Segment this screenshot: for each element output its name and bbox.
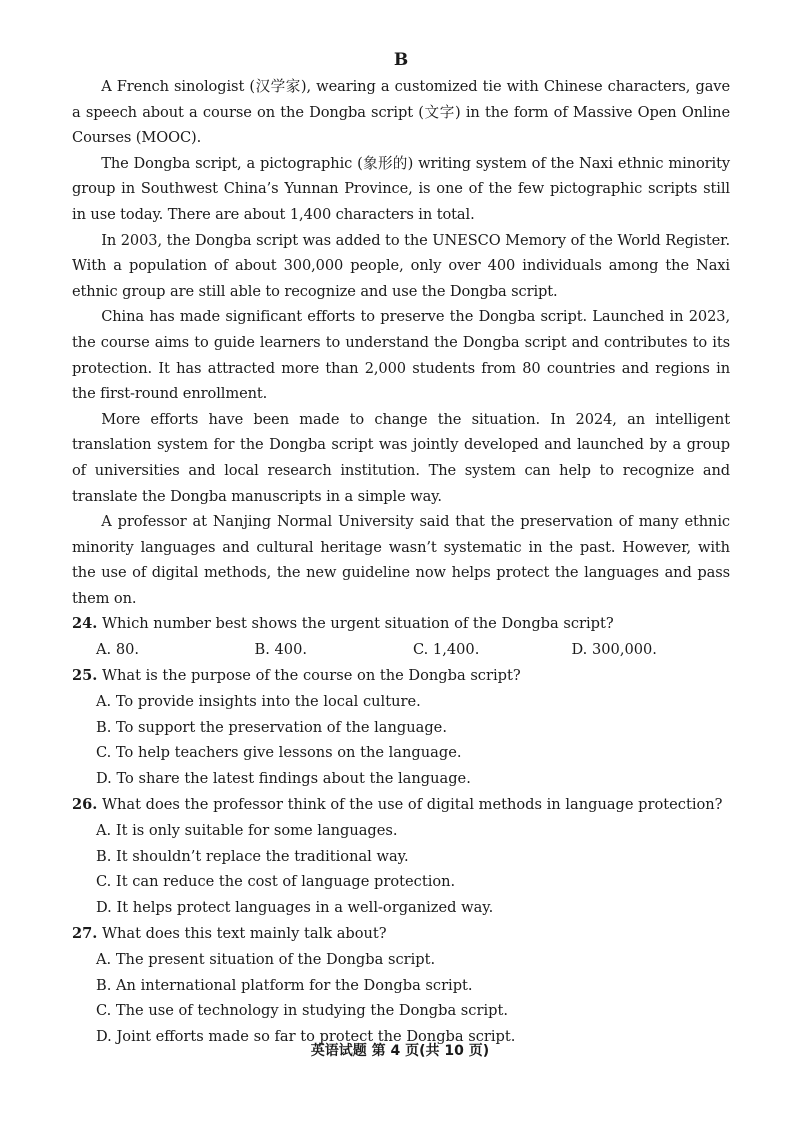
options <box>72 689 730 792</box>
option-c: C. It can reduce the cost of language protection. <box>96 873 456 891</box>
option-b: B. 400. <box>254 641 307 659</box>
option-d: D. To share the latest findings about the language. <box>96 770 471 788</box>
question-text: Which number best shows the urgent situation of the Dongba script? <box>102 615 614 633</box>
question-stem <box>72 921 730 947</box>
passage-paragraph-1: A French sinologist (汉学家), wearing a customized tie with Chinese characters, gave a speech about a course on the Dongba script (文字) in the form of Massive Open Online Courses (MOOC). <box>72 78 730 147</box>
option-b: B. It shouldn’t replace the traditional way. <box>96 847 409 865</box>
question-stem <box>72 663 730 689</box>
question-26 <box>72 792 730 921</box>
question-number: 24. <box>72 615 98 633</box>
passage-paragraph-5: More efforts have been made to change the situation. In 2024, an intelligent translation system for the Dongba script was jointly developed and launched by a group of universities and local research institution. The system can help to recognize and translate the Dongba manuscripts in a simple way. <box>72 410 730 505</box>
question-text: What is the purpose of the course on the Dongba script? <box>102 667 521 685</box>
question-number: 26. <box>72 796 98 814</box>
option-c: C. The use of technology in studying the Dongba script. <box>96 1002 508 1020</box>
passage <box>72 74 730 611</box>
option-a: A. To provide insights into the local culture. <box>96 692 421 710</box>
passage-paragraph-2: The Dongba script, a pictographic (象形的) writing system of the Naxi ethnic minority group in Southwest China’s Yunnan Province, is one of the few pictographic scripts still in use today. There are about 1,400 characters in total. <box>72 154 730 223</box>
option-c: C. To help teachers give lessons on the language. <box>96 744 462 762</box>
options <box>72 637 730 663</box>
section-title: B <box>393 50 409 70</box>
question-stem <box>72 792 730 818</box>
option-d: D. Joint efforts made so far to protect the Dongba script. <box>96 1028 516 1046</box>
passage-paragraph-3: In 2003, the Dongba script was added to the UNESCO Memory of the World Register. With a population of about 300,000 people, only over 400 individuals among the Naxi ethnic group are still able to recognize and use the Dongba script. <box>72 231 730 300</box>
option-d: D. 300,000. <box>571 641 657 659</box>
options <box>72 947 730 1050</box>
passage-paragraph-6: A professor at Nanjing Normal University said that the preservation of many ethnic minority languages and cultural heritage wasn’t systematic in the past. However, with the use of digital methods, the new guideline now helps protect the languages and pass them on. <box>72 513 730 607</box>
question-24 <box>72 611 730 663</box>
passage-paragraph-4: China has made significant efforts to preserve the Dongba script. Launched in 2023, the course aims to guide learners to understand the Dongba script and contributes to its protection. It has attracted more than 2,000 students from 80 countries and regions in the first-round enrollment. <box>72 308 730 403</box>
question-number: 27. <box>72 925 98 943</box>
question-25 <box>72 663 730 792</box>
page-footer: 英语试题 第 4 页(共 10 页) <box>310 1043 490 1059</box>
option-a: A. The present situation of the Dongba script. <box>96 950 436 968</box>
question-number: 25. <box>72 667 98 685</box>
question-text: What does this text mainly talk about? <box>102 925 387 943</box>
options <box>72 818 730 921</box>
option-d: D. It helps protect languages in a well-organized way. <box>96 899 494 917</box>
option-a: A. 80. <box>96 641 140 659</box>
option-b: B. An international platform for the Dongba script. <box>96 976 473 994</box>
question-stem <box>72 611 730 637</box>
option-a: A. It is only suitable for some languages. <box>96 821 398 839</box>
question-text: What does the professor think of the use of digital methods in language protection? <box>102 796 723 814</box>
question-27 <box>72 921 730 1050</box>
option-c: C. 1,400. <box>413 641 480 659</box>
option-b: B. To support the preservation of the language. <box>96 718 447 736</box>
